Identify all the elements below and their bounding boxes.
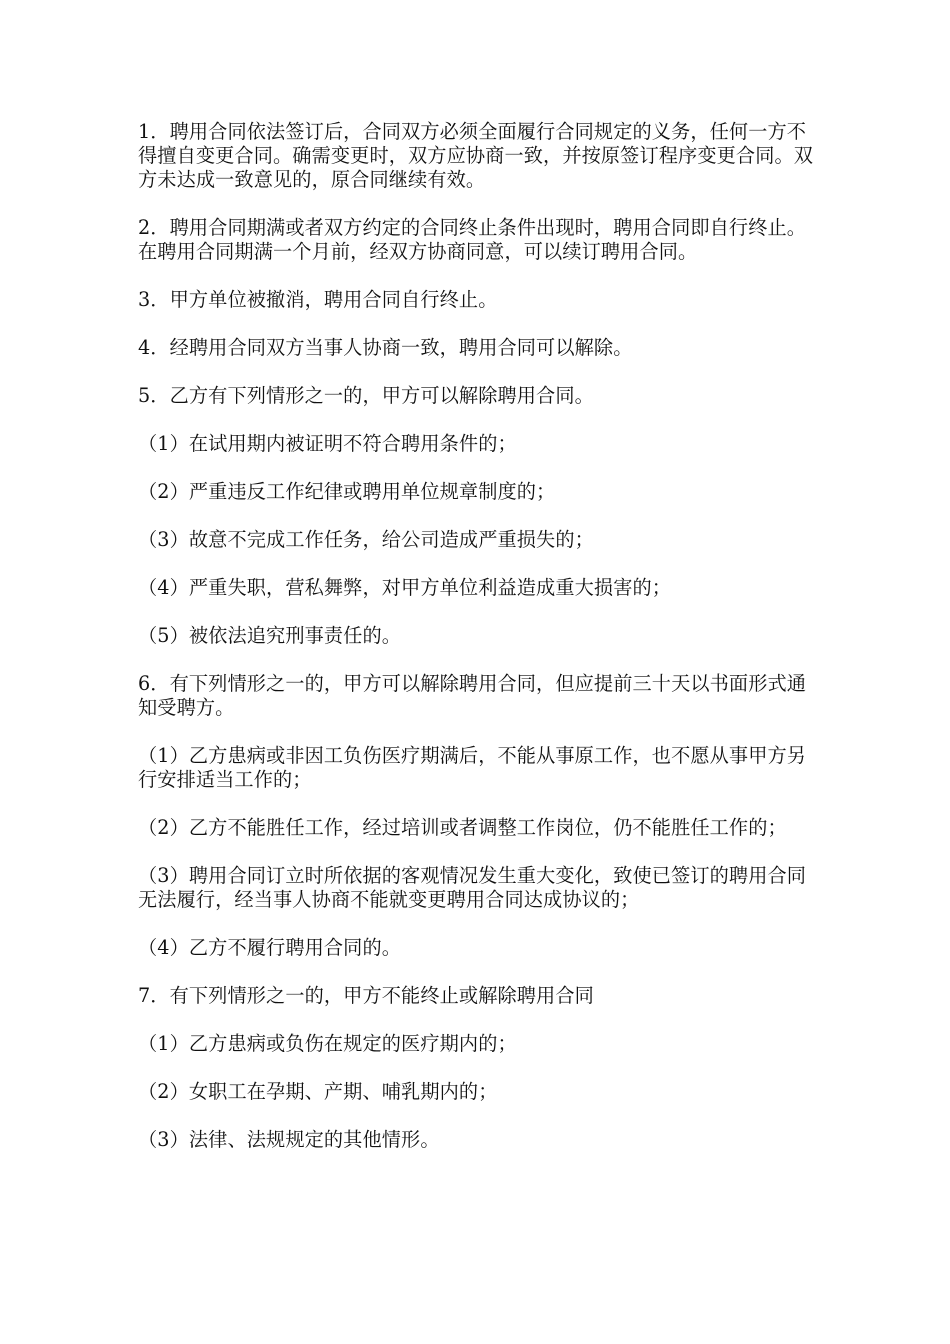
list-item-5-1: （1）在试用期内被证明不符合聘用条件的； bbox=[138, 432, 517, 455]
list-item-5-2: （2）严重违反工作纪律或聘用单位规章制度的； bbox=[138, 480, 556, 503]
list-item-6-2: （2）乙方不能胜任工作，经过培训或者调整工作岗位，仍不能胜任工作的； bbox=[138, 816, 787, 839]
paragraph-clause-7: 7．有下列情形之一的，甲方不能终止或解除聘用合同 bbox=[138, 984, 594, 1007]
list-item-5-5: （5）被依法追究刑事责任的。 bbox=[138, 624, 402, 647]
paragraph-clause-5: 5．乙方有下列情形之一的，甲方可以解除聘用合同。 bbox=[138, 384, 594, 407]
paragraph-clause-2: 2．聘用合同期满或者双方约定的合同终止条件出现时，聘用合同即自行终止。在聘用合同期满一个月前，经双方协商同意，可以续订聘用合同。 bbox=[138, 216, 807, 263]
document-body bbox=[138, 120, 818, 1152]
list-item-7-3: （3）法律、法规规定的其他情形。 bbox=[138, 1128, 440, 1151]
list-item-6-1: （1）乙方患病或非因工负伤医疗期满后，不能从事原工作，也不愿从事甲方另行安排适当工作的； bbox=[138, 744, 807, 791]
list-item-5-4: （4）严重失职，营私舞弊，对甲方单位利益造成重大损害的； bbox=[138, 576, 672, 599]
list-item-6-3: （3）聘用合同订立时所依据的客观情况发生重大变化，致使已签订的聘用合同无法履行，经当事人协商不能就变更聘用合同达成协议的； bbox=[138, 864, 807, 911]
list-item-7-2: （2）女职工在孕期、产期、哺乳期内的； bbox=[138, 1080, 498, 1103]
paragraph-clause-1: 1．聘用合同依法签订后，合同双方必须全面履行合同规定的义务，任何一方不得擅自变更合同。确需变更时，双方应协商一致，并按原签订程序变更合同。双方未达成一致意见的，原合同继续有效。 bbox=[138, 120, 814, 191]
list-item-6-4: （4）乙方不履行聘用合同的。 bbox=[138, 936, 402, 959]
paragraph-clause-6: 6．有下列情形之一的，甲方可以解除聘用合同，但应提前三十天以书面形式通知受聘方。 bbox=[138, 672, 807, 719]
list-item-7-1: （1）乙方患病或负伤在规定的医疗期内的； bbox=[138, 1032, 517, 1055]
paragraph-clause-4: 4．经聘用合同双方当事人协商一致，聘用合同可以解除。 bbox=[138, 336, 633, 359]
paragraph-clause-3: 3．甲方单位被撤消，聘用合同自行终止。 bbox=[138, 288, 498, 311]
list-item-5-3: （3）故意不完成工作任务，给公司造成严重损失的； bbox=[138, 528, 594, 551]
